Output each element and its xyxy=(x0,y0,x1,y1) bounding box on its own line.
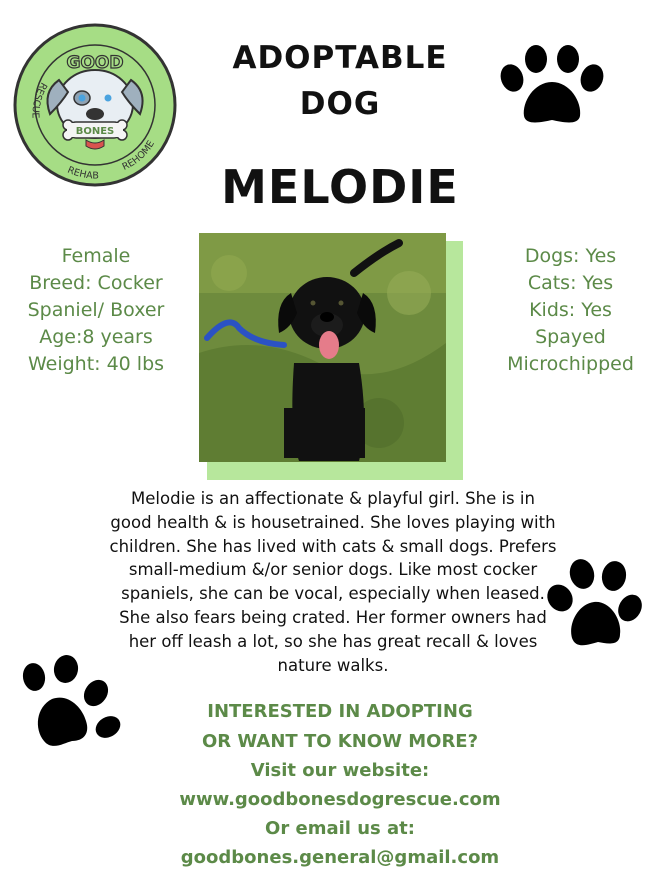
dog-photo-frame xyxy=(199,233,463,480)
email-link[interactable]: goodbones.general@gmail.com xyxy=(180,847,500,868)
details-right xyxy=(488,243,653,378)
paw-print-icon xyxy=(498,44,606,128)
breed-label-cont: Spaniel/ Boxer xyxy=(27,299,165,321)
cta-visit-label: Visit our website: xyxy=(250,760,430,781)
dog-description: Melodie is an affectionate & playful girl. She is in good health & is housetrained. She loves playing with children. She has lived with cats & small dogs. Prefers small-medium &/or senior dogs. Like most cocker spaniels, she can be vocal, especially when leased. She also fears being crated. Her former owners had her off leash a lot, so she has great recall & loves nature walks. xyxy=(109,489,557,675)
logo-badge-text: BONES xyxy=(75,126,115,137)
cta-line-1: INTERESTED IN ADOPTING xyxy=(207,701,473,722)
logo-ring-bottom: REHAB xyxy=(65,164,99,182)
dogs-compat: Dogs: Yes xyxy=(524,245,617,267)
breed-label: Breed: Cocker xyxy=(29,272,163,294)
website-link[interactable]: www.goodbonesdogrescue.com xyxy=(179,789,501,810)
age-label: Age:8 years xyxy=(39,326,153,348)
dog-name: MELODIE xyxy=(221,160,459,214)
paw-print-icon xyxy=(542,558,642,654)
logo-ring-left: RESCUE xyxy=(29,80,49,119)
cta-email-label: Or email us at: xyxy=(265,818,415,839)
weight-label: Weight: 40 lbs xyxy=(27,353,165,375)
dog-photo xyxy=(199,233,446,462)
spayed-status: Spayed xyxy=(535,326,606,348)
heading-line-1: ADOPTABLE xyxy=(232,40,448,76)
microchip-status: Microchipped xyxy=(507,353,634,375)
cats-compat: Cats: Yes xyxy=(527,272,614,294)
heading-line-2: DOG xyxy=(299,86,381,122)
cta-line-2: OR WANT TO KNOW MORE? xyxy=(201,731,479,752)
logo-ring-right: REHOME xyxy=(120,138,157,173)
logo-top-text: GOOD xyxy=(66,53,124,73)
details-left xyxy=(10,243,182,378)
kids-compat: Kids: Yes xyxy=(529,299,612,321)
sex-label: Female xyxy=(61,245,131,267)
